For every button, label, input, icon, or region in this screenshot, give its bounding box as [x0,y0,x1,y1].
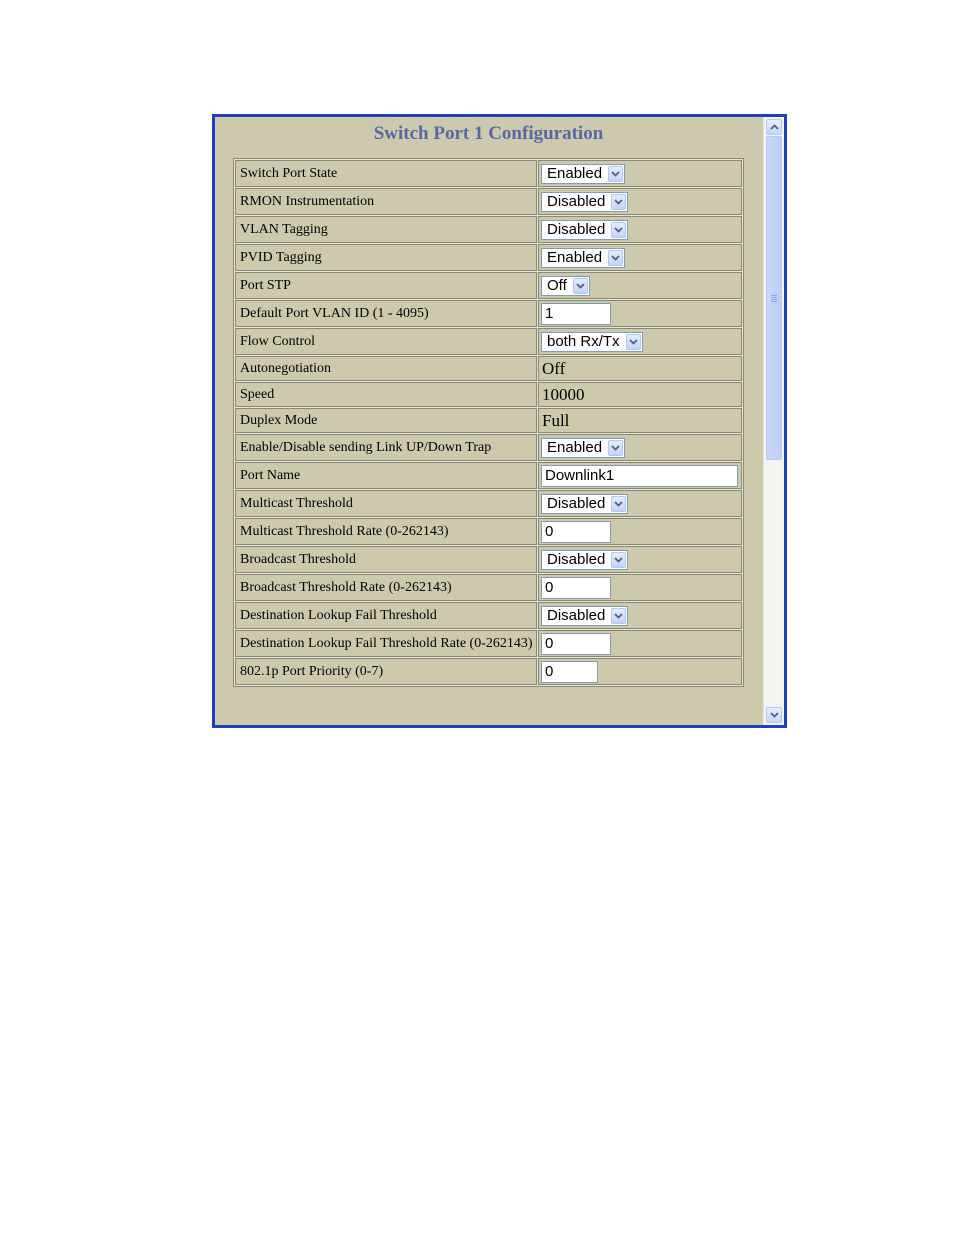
row-label: RMON Instrumentation [235,188,537,215]
row-label: Multicast Threshold [235,490,537,517]
table-row [235,188,742,215]
table-row [235,658,742,685]
row-label: Speed [235,382,537,407]
vertical-scrollbar[interactable] [763,117,784,725]
table-row [235,518,742,545]
row-value [538,408,742,433]
table-row [235,272,742,299]
grip-icon [771,295,777,302]
chevron-down-icon [611,222,626,238]
port-name-input[interactable]: Downlink1 [541,465,738,487]
row-label: Destination Lookup Fail Threshold Rate (0-262143) [235,630,537,657]
table-row [235,574,742,601]
rmon-instrumentation-select[interactable]: Disabled [541,192,628,212]
flow-control-select[interactable]: both Rx/Tx [541,332,643,352]
row-value [538,490,742,517]
row-value [538,602,742,629]
dlf-threshold-rate-input[interactable]: 0 [541,633,611,655]
table-row [235,408,742,433]
chevron-down-icon [608,440,623,456]
default-port-vlan-id-input[interactable]: 1 [541,303,611,325]
table-row [235,462,742,489]
page-title: Switch Port 1 Configuration [373,123,604,144]
table-row [235,328,742,355]
table-row [235,160,742,187]
table-row [235,602,742,629]
chevron-down-icon [770,712,779,718]
table-row [235,244,742,271]
table-row [235,546,742,573]
table-row [235,356,742,381]
row-value [538,434,742,461]
row-value [538,462,742,489]
chevron-up-icon [770,124,779,130]
table-row [235,216,742,243]
row-label: PVID Tagging [235,244,537,271]
row-label: Autonegotiation [235,356,537,381]
row-value [538,382,742,407]
scrollbar-thumb[interactable] [766,136,782,460]
row-value [538,518,742,545]
table-row [235,630,742,657]
row-label: Broadcast Threshold Rate (0-262143) [235,574,537,601]
port-stp-select[interactable]: Off [541,276,590,296]
dlf-threshold-select[interactable]: Disabled [541,606,628,626]
chevron-down-icon [611,194,626,210]
duplex-mode-value: Full [542,410,570,430]
table-row [235,300,742,327]
chevron-down-icon [608,250,623,266]
row-label: Enable/Disable sending Link UP/Down Trap [235,434,537,461]
row-label: 802.1p Port Priority (0-7) [235,658,537,685]
row-label: Broadcast Threshold [235,546,537,573]
chevron-down-icon [608,166,623,182]
table-row [235,382,742,407]
row-value [538,546,742,573]
row-value [538,188,742,215]
config-table [233,158,744,687]
scroll-up-button[interactable] [766,119,782,135]
row-label: Default Port VLAN ID (1 - 4095) [235,300,537,327]
row-value [538,216,742,243]
chevron-down-icon [611,496,626,512]
link-trap-select[interactable]: Enabled [541,438,625,458]
table-row [235,434,742,461]
row-value [538,244,742,271]
row-label: Port Name [235,462,537,489]
row-label: VLAN Tagging [235,216,537,243]
port-priority-input[interactable]: 0 [541,661,598,683]
row-label: Port STP [235,272,537,299]
multicast-threshold-rate-input[interactable]: 0 [541,521,611,543]
switch-port-state-select[interactable]: Enabled [541,164,625,184]
chevron-down-icon [611,552,626,568]
scroll-down-button[interactable] [766,707,782,723]
chevron-down-icon [573,278,588,294]
row-value [538,658,742,685]
autonegotiation-value: Off [542,358,566,378]
row-label: Flow Control [235,328,537,355]
vlan-tagging-select[interactable]: Disabled [541,220,628,240]
config-panel [215,117,762,725]
multicast-threshold-select[interactable]: Disabled [541,494,628,514]
row-value [538,272,742,299]
row-label: Destination Lookup Fail Threshold [235,602,537,629]
row-value [538,300,742,327]
row-value [538,328,742,355]
speed-value: 10000 [542,384,585,404]
broadcast-threshold-select[interactable]: Disabled [541,550,628,570]
chevron-down-icon [611,608,626,624]
row-label: Duplex Mode [235,408,537,433]
row-value [538,630,742,657]
row-value [538,356,742,381]
config-window [212,114,787,728]
chevron-down-icon [626,334,641,350]
pvid-tagging-select[interactable]: Enabled [541,248,625,268]
broadcast-threshold-rate-input[interactable]: 0 [541,577,611,599]
table-row [235,490,742,517]
row-value [538,160,742,187]
row-label: Multicast Threshold Rate (0-262143) [235,518,537,545]
row-label: Switch Port State [235,160,537,187]
row-value [538,574,742,601]
